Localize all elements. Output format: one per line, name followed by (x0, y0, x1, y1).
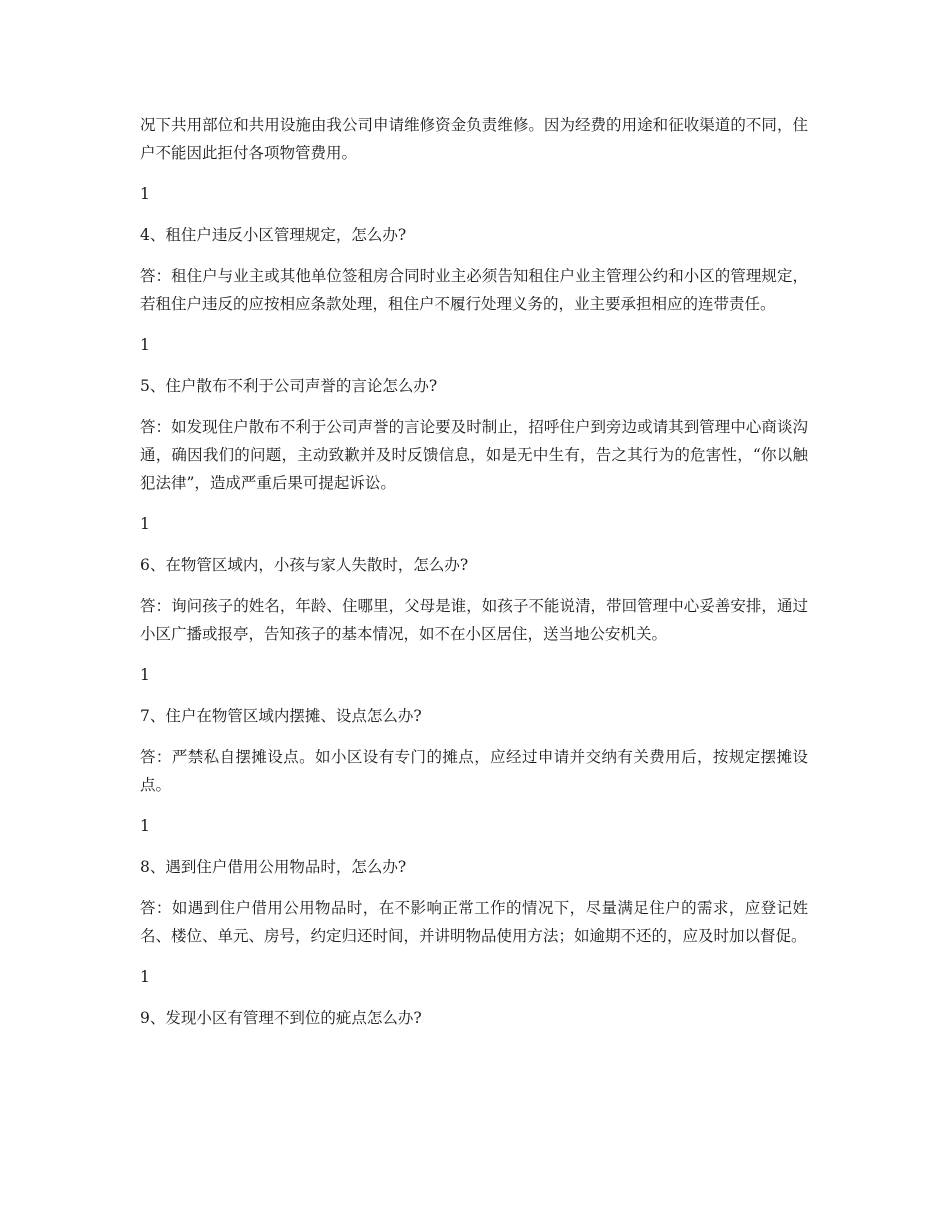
question-7: 7、住户在物管区域内摆摊、设点怎么办? (140, 707, 422, 725)
paragraph-continuation: 况下共用部位和共用设施由我公司申请维修资金负责维修。因为经费的用途和征收渠道的不同，住户不能因此拒付各项物管费用。 (140, 116, 808, 162)
answer-5: 答：如发现住户散布不利于公司声誉的言论要及时制止，招呼住户到旁边或请其到管理中心商谈沟通，确因我们的问题，主动致歉并及时反馈信息，如是无中生有，告之其行为的危害性，“你以触犯法律”，造成严重后果可提起诉讼。 (140, 418, 808, 492)
question-8: 8、遇到住户借用公用物品时，怎么办? (140, 858, 407, 876)
document-page (140, 111, 808, 1045)
answer-4: 答：租住户与业主或其他单位签租房合同时业主必须告知租住户业主管理公约和小区的管理规定，若租住户违反的应按相应条款处理，租住户不履行处理义务的，业主要承担相应的连带责任。 (140, 267, 808, 313)
question-9: 9、发现小区有管理不到位的疵点怎么办? (140, 1009, 422, 1027)
page-number: 1 (140, 336, 150, 354)
question-5: 5、住户散布不利于公司声誉的言论怎么办? (140, 377, 438, 395)
answer-6: 答：询问孩子的姓名，年龄、住哪里，父母是谁，如孩子不能说清，带回管理中心妥善安排，通过小区广播或报亭，告知孩子的基本情况，如不在小区居住，送当地公安机关。 (140, 597, 808, 643)
question-6: 6、在物管区域内，小孩与家人失散时，怎么办? (140, 556, 469, 574)
question-4: 4、租住户违反小区管理规定，怎么办? (140, 226, 407, 244)
page-number: 1 (140, 817, 150, 835)
page-number: 1 (140, 515, 150, 533)
page-number: 1 (140, 968, 150, 986)
answer-7: 答：严禁私自摆摊设点。如小区设有专门的摊点，应经过申请并交纳有关费用后，按规定摆摊设点。 (140, 748, 808, 794)
answer-8: 答：如遇到住户借用公用物品时，在不影响正常工作的情况下，尽量满足住户的需求，应登记姓名、楼位、单元、房号，约定归还时间，并讲明物品使用方法；如逾期不还的，应及时加以督促。 (140, 899, 808, 945)
page-number: 1 (140, 666, 150, 684)
page-number: 1 (140, 185, 150, 203)
